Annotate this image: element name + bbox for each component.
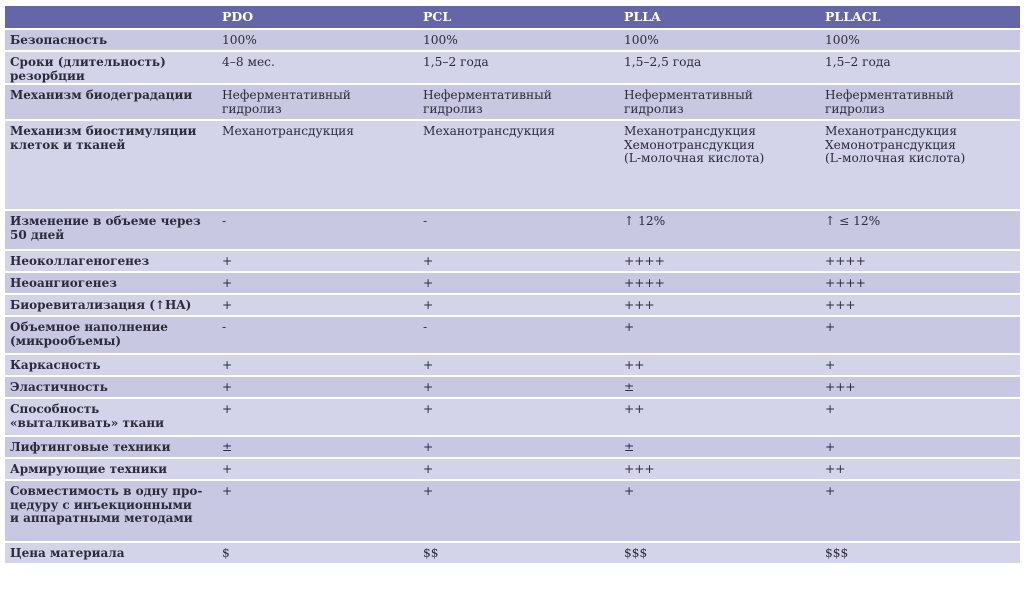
table-cell [624, 543, 825, 563]
cell-value: + [825, 484, 836, 498]
cell-value: + [825, 402, 836, 416]
table-row [5, 459, 1020, 479]
table-cell [624, 121, 825, 209]
table-row [5, 85, 1020, 119]
cell-value: + [222, 254, 233, 268]
table-cell [222, 355, 423, 375]
table-cell [222, 377, 423, 397]
table-cell [825, 211, 1020, 249]
table-row [5, 481, 1020, 541]
table-header-row [5, 6, 1020, 28]
table-cell [825, 52, 1020, 83]
table-row [5, 399, 1020, 435]
row-label: Цена материала [5, 543, 222, 563]
cell-value: + [423, 276, 434, 290]
cell-value: Неферментативный гидролиз [222, 88, 351, 116]
cell-value: 100% [222, 33, 257, 47]
row-label: Механизм биодеградации [5, 85, 222, 119]
cell-value: + [222, 298, 233, 312]
cell-value: ± [624, 380, 635, 394]
cell-value: + [423, 462, 434, 476]
table-cell [825, 251, 1020, 271]
cell-value: ++ [825, 462, 846, 476]
table-cell [825, 543, 1020, 563]
table-cell [222, 437, 423, 457]
header-cell-pllacl: PLLACL [825, 6, 1020, 28]
cell-value: ± [624, 440, 635, 454]
table-cell [624, 273, 825, 293]
header-cell-plla: PLLA [624, 6, 825, 28]
table-cell [624, 52, 825, 83]
cell-value: $$$ [624, 546, 648, 560]
cell-value: Неферментативный гидролиз [423, 88, 552, 116]
cell-value: + [423, 298, 434, 312]
header-cell-empty [5, 6, 222, 28]
cell-value: ++++ [825, 276, 866, 290]
cell-value: + [222, 484, 233, 498]
cell-value: 1,5–2 года [423, 55, 489, 69]
cell-value: 1,5–2 года [825, 55, 891, 69]
cell-value: + [222, 358, 233, 372]
row-label: Способность «выталкивать» ткани [5, 399, 222, 435]
table-row [5, 251, 1020, 271]
table-cell [222, 30, 423, 50]
table-cell [222, 52, 423, 83]
table-row [5, 211, 1020, 249]
table-cell [222, 295, 423, 315]
cell-value: 4–8 мес. [222, 55, 275, 69]
table-cell [423, 399, 624, 435]
cell-value: $$$ [825, 546, 849, 560]
cell-value: Механотрансдукция Хемонотрансдукция (L-молочная кислота) [624, 124, 765, 165]
table-cell [222, 399, 423, 435]
cell-value: - [222, 214, 227, 228]
cell-value: 100% [624, 33, 659, 47]
table-cell [624, 251, 825, 271]
table-cell [423, 52, 624, 83]
cell-value: + [423, 358, 434, 372]
cell-value: - [423, 320, 428, 334]
table-cell [423, 459, 624, 479]
table-cell [825, 437, 1020, 457]
cell-value: + [423, 402, 434, 416]
table-cell [624, 481, 825, 541]
cell-value: Неферментативный гидролиз [624, 88, 753, 116]
table-cell [624, 317, 825, 353]
cell-value: ± [222, 440, 233, 454]
cell-value: + [222, 462, 233, 476]
cell-value: + [222, 380, 233, 394]
cell-value: ++++ [624, 276, 665, 290]
table-cell [423, 295, 624, 315]
table-cell [222, 211, 423, 249]
cell-value: + [423, 440, 434, 454]
table-row [5, 543, 1020, 563]
row-label: Объемное наполнение (микрообъемы) [5, 317, 222, 353]
table-cell [222, 459, 423, 479]
cell-value: 100% [825, 33, 860, 47]
cell-value: + [222, 402, 233, 416]
row-label: Совместимость в одну про- цедуру с инъекционными и аппаратными методами [5, 481, 222, 541]
cell-value: + [423, 484, 434, 498]
table-row [5, 30, 1020, 50]
table-cell [825, 121, 1020, 209]
row-label: Неоколлагеногенез [5, 251, 222, 271]
table-cell [825, 30, 1020, 50]
table-cell [423, 211, 624, 249]
table-cell [423, 317, 624, 353]
cell-value: ++++ [624, 254, 665, 268]
cell-value: 100% [423, 33, 458, 47]
table-cell [825, 85, 1020, 119]
table-row [5, 317, 1020, 353]
cell-value: ↑ 12% [624, 214, 666, 228]
row-label: Сроки (длительность) резорбции [5, 52, 222, 83]
table-cell [825, 377, 1020, 397]
cell-value: + [825, 358, 836, 372]
header-cell-pcl: PCL [423, 6, 624, 28]
table-cell [825, 273, 1020, 293]
cell-value: + [423, 254, 434, 268]
table-cell [423, 543, 624, 563]
cell-value: - [222, 320, 227, 334]
table-cell [222, 317, 423, 353]
table-row [5, 355, 1020, 375]
cell-value: +++ [624, 298, 655, 312]
cell-value: + [222, 276, 233, 290]
cell-value: 1,5–2,5 года [624, 55, 702, 69]
row-label: Биоревитализация (↑HA) [5, 295, 222, 315]
table-row [5, 52, 1020, 83]
table-cell [222, 273, 423, 293]
table-cell [624, 437, 825, 457]
table-cell [624, 211, 825, 249]
row-label: Эластичность [5, 377, 222, 397]
table-row [5, 437, 1020, 457]
table-row [5, 377, 1020, 397]
cell-value: +++ [825, 380, 856, 394]
table-cell [624, 85, 825, 119]
cell-value: Механотрансдукция [423, 124, 555, 138]
table-cell [423, 273, 624, 293]
cell-value: +++ [825, 298, 856, 312]
table-cell [423, 437, 624, 457]
table-row [5, 295, 1020, 315]
table-cell [825, 399, 1020, 435]
row-label: Безопасность [5, 30, 222, 50]
table-cell [423, 121, 624, 209]
cell-value: ↑ ≤ 12% [825, 214, 881, 228]
row-label: Лифтинговые техники [5, 437, 222, 457]
cell-value: Неферментативный гидролиз [825, 88, 954, 116]
cell-value: ++ [624, 402, 645, 416]
cell-value: + [423, 380, 434, 394]
table-row [5, 121, 1020, 209]
cell-value: +++ [624, 462, 655, 476]
comparison-table-container [5, 4, 1020, 565]
row-label: Изменение в объеме через 50 дней [5, 211, 222, 249]
table-cell [624, 377, 825, 397]
row-label: Каркасность [5, 355, 222, 375]
table-cell [423, 85, 624, 119]
table-cell [825, 295, 1020, 315]
cell-value: Механотрансдукция [222, 124, 354, 138]
cell-value: + [624, 320, 635, 334]
row-label: Механизм биостимуляции клеток и тканей [5, 121, 222, 209]
header-cell-pdo: PDO [222, 6, 423, 28]
row-label: Армирующие техники [5, 459, 222, 479]
row-label: Неоангиогенез [5, 273, 222, 293]
table-cell [222, 85, 423, 119]
cell-value: $$ [423, 546, 439, 560]
cell-value: + [825, 440, 836, 454]
cell-value: + [825, 320, 836, 334]
table-cell [624, 459, 825, 479]
table-cell [423, 481, 624, 541]
cell-value: + [624, 484, 635, 498]
table-cell [222, 251, 423, 271]
table-cell [423, 377, 624, 397]
cell-value: Механотрансдукция Хемонотрансдукция (L-молочная кислота) [825, 124, 966, 165]
table-cell [624, 355, 825, 375]
table-cell [624, 30, 825, 50]
cell-value: - [423, 214, 428, 228]
table-cell [825, 355, 1020, 375]
cell-value: ++ [624, 358, 645, 372]
table-cell [825, 317, 1020, 353]
table-cell [222, 543, 423, 563]
table-cell [825, 481, 1020, 541]
table-cell [222, 121, 423, 209]
cell-value: $ [222, 546, 230, 560]
table-cell [624, 295, 825, 315]
table-cell [222, 481, 423, 541]
table-cell [423, 355, 624, 375]
cell-value: ++++ [825, 254, 866, 268]
comparison-table [5, 4, 1020, 565]
table-cell [825, 459, 1020, 479]
table-cell [624, 399, 825, 435]
table-cell [423, 30, 624, 50]
table-row [5, 273, 1020, 293]
table-cell [423, 251, 624, 271]
